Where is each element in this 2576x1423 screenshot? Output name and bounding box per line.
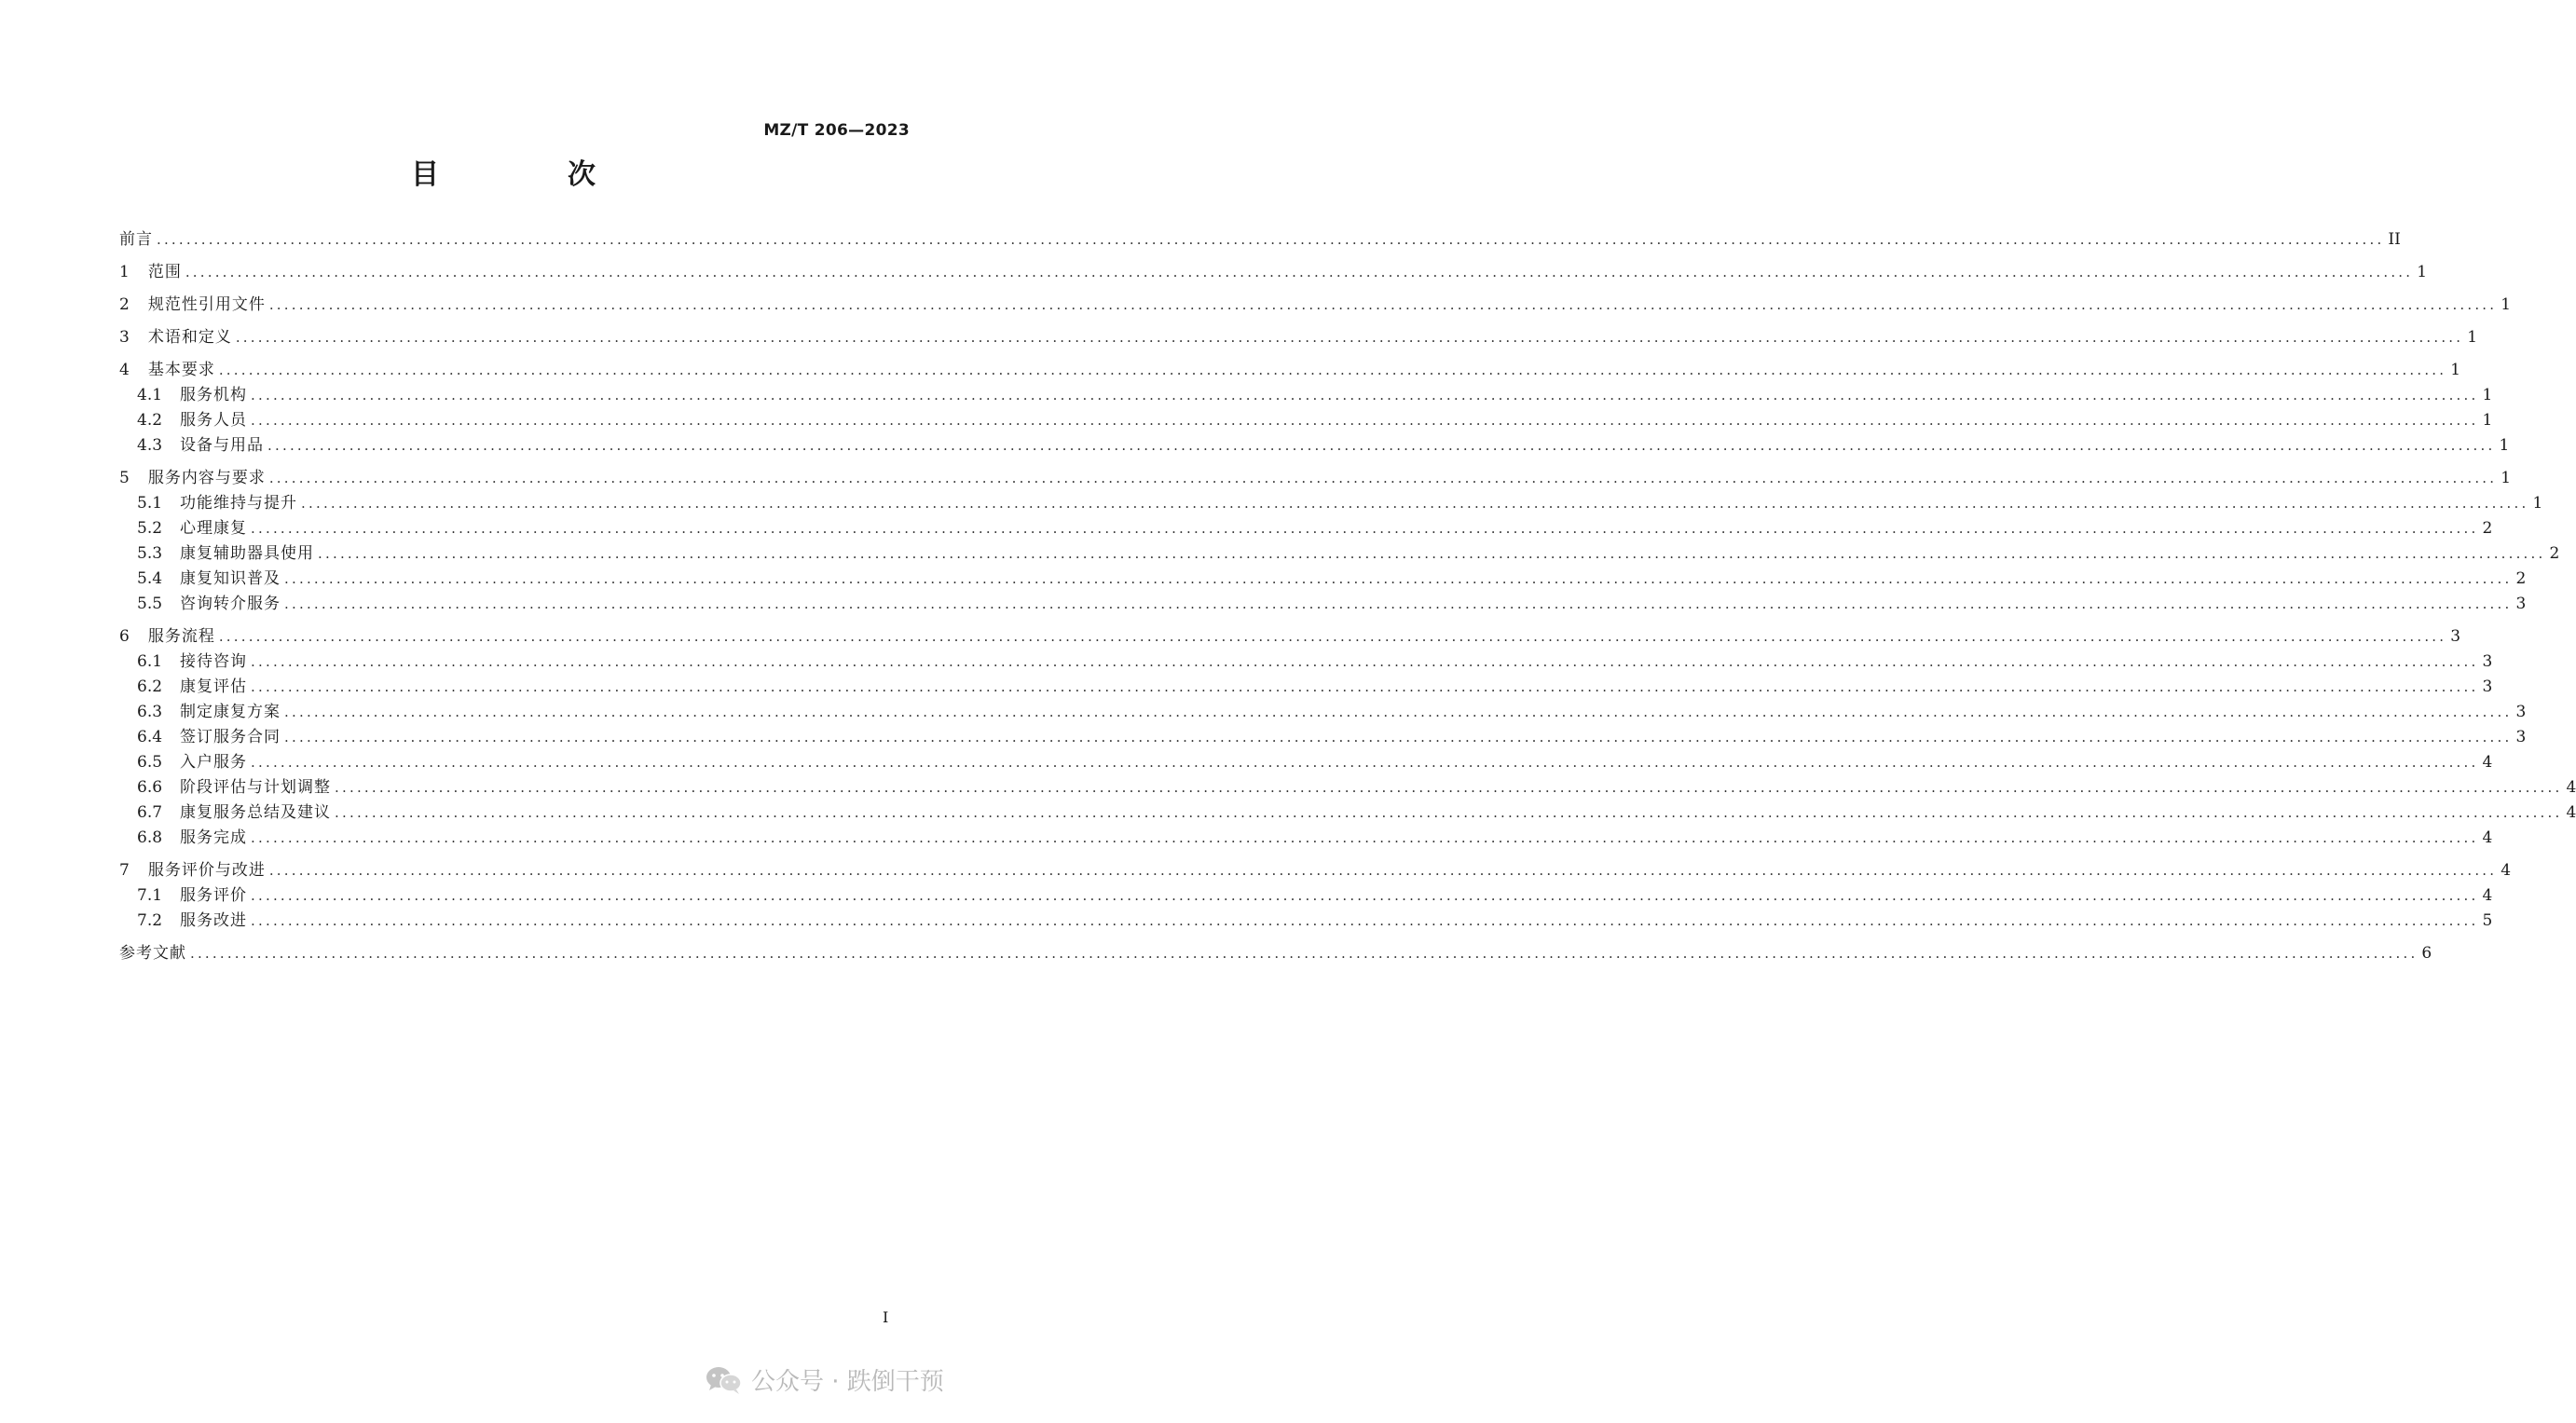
toc-entry[interactable] [119, 260, 2428, 285]
toc-entry-label: 康复评估 [180, 677, 248, 696]
toc-entry[interactable] [119, 358, 2461, 383]
toc-leader-dots: ............................................................................................................................................................................................................................................................................................................ [251, 912, 2479, 929]
toc-entry-number: 5 [119, 469, 130, 487]
toc-leader-dots: ............................................................................................................................................................................................................................................................................................................ [284, 704, 2513, 720]
toc-entry-label: 阶段评估与计划调整 [180, 778, 332, 797]
toc-entry-number: 6.4 [137, 728, 163, 746]
toc-entry-page: 4 [2501, 861, 2512, 880]
toc-entry-label: 制定康复方案 [180, 703, 281, 721]
toc-entry-label: 术语和定义 [147, 328, 232, 347]
toc-entry-number: 1 [119, 263, 130, 281]
toc-leader-dots: ............................................................................................................................................................................................................................................................................................................ [251, 754, 2479, 771]
toc-leader-dots: ............................................................................................................................................................................................................................................................................................................ [190, 945, 2418, 962]
table-of-contents [119, 224, 2576, 966]
toc-entry-number: 6.5 [137, 753, 163, 772]
toc-entry-page: 6 [2421, 944, 2432, 963]
toc-entry-label: 康复知识普及 [180, 569, 281, 588]
standard-code: MZ/T 206—2023 [763, 121, 910, 140]
toc-leader-dots: ............................................................................................................................................................................................................................................................................................................ [284, 729, 2513, 746]
toc-entry[interactable] [119, 775, 2576, 800]
toc-entry[interactable] [119, 624, 2461, 650]
toc-entry[interactable] [119, 516, 2493, 541]
toc-entry-label: 服务内容与要求 [147, 469, 266, 487]
toc-entry[interactable] [119, 592, 2527, 617]
toc-entry[interactable] [119, 325, 2478, 350]
page-number: I [883, 1308, 889, 1326]
toc-entry-page: 3 [2515, 703, 2527, 721]
toc-entry[interactable] [119, 700, 2527, 725]
toc-entry-label: 服务评价与改进 [147, 861, 266, 880]
toc-entry[interactable] [119, 433, 2510, 458]
toc-entry[interactable] [119, 408, 2493, 433]
toc-entry-label: 康复辅助器具使用 [180, 544, 315, 563]
toc-entry-page: 1 [2450, 361, 2461, 379]
toc-entry[interactable] [119, 883, 2493, 909]
toc-entry-label: 前言 [119, 230, 153, 249]
toc-entry[interactable] [119, 650, 2493, 675]
toc-entry[interactable] [119, 675, 2493, 700]
toc-entry-label: 康复服务总结及建议 [180, 803, 332, 822]
toc-leader-dots: ............................................................................................................................................................................................................................................................................................................ [301, 495, 2529, 512]
watermark-text: 公众号 · 跌倒干预 [751, 1368, 944, 1396]
toc-entry-page: 2 [2482, 519, 2493, 538]
toc-entry-number: 3 [119, 328, 130, 347]
toc-entry-label: 服务机构 [180, 386, 248, 404]
toc-entry-page: 1 [2532, 494, 2543, 513]
toc-entry-number: 4.1 [137, 386, 163, 404]
toc-entry-number: 7.2 [137, 911, 163, 930]
toc-entry-number: 6.1 [137, 652, 163, 671]
toc-entry-page: 1 [2482, 411, 2493, 430]
toc-leader-dots: ............................................................................................................................................................................................................................................................................................................ [335, 779, 2563, 796]
watermark [705, 1362, 944, 1397]
toc-entry-number: 7.1 [137, 886, 163, 905]
toc-leader-dots: ............................................................................................................................................................................................................................................................................................................ [251, 387, 2479, 404]
toc-entry-page: 1 [2467, 328, 2478, 347]
toc-entry-page: 3 [2515, 595, 2527, 613]
toc-entry-label: 范围 [147, 263, 182, 281]
toc-entry-label: 功能维持与提升 [180, 494, 298, 513]
toc-leader-dots: ............................................................................................................................................................................................................................................................................................................ [251, 520, 2479, 537]
toc-leader-dots: ............................................................................................................................................................................................................................................................................................................ [284, 570, 2513, 587]
toc-entry[interactable] [119, 909, 2493, 934]
toc-entry[interactable] [119, 293, 2512, 318]
toc-entry-number: 4.2 [137, 411, 163, 430]
toc-entry-number: 5.3 [137, 544, 163, 563]
toc-entry-page: 3 [2482, 677, 2493, 696]
toc-leader-dots: ............................................................................................................................................................................................................................................................................................................ [157, 231, 2385, 248]
toc-leader-dots: ............................................................................................................................................................................................................................................................................................................ [335, 804, 2563, 821]
toc-entry-label: 服务流程 [147, 627, 215, 646]
toc-entry[interactable] [119, 567, 2527, 592]
toc-entry-page: 3 [2515, 728, 2527, 746]
toc-entry-page: 1 [2501, 469, 2512, 487]
toc-entry-page: 1 [2501, 295, 2512, 314]
page-title: 目 次 [411, 158, 646, 191]
toc-entry[interactable] [119, 541, 2560, 567]
toc-leader-dots: ............................................................................................................................................................................................................................................................................................................ [268, 862, 2498, 879]
toc-entry-label: 签订服务合同 [180, 728, 281, 746]
toc-entry[interactable] [119, 466, 2512, 491]
toc-entry-label: 接待咨询 [180, 652, 248, 671]
toc-entry-number: 4 [119, 361, 130, 379]
toc-leader-dots: ............................................................................................................................................................................................................................................................................................................ [218, 362, 2447, 378]
toc-entry[interactable] [119, 750, 2493, 775]
toc-entry-label: 基本要求 [147, 361, 215, 379]
toc-entry-number: 6.3 [137, 703, 163, 721]
toc-leader-dots: ............................................................................................................................................................................................................................................................................................................ [251, 653, 2479, 670]
toc-entry-page: 2 [2515, 569, 2527, 588]
toc-leader-dots: ............................................................................................................................................................................................................................................................................................................ [268, 470, 2498, 486]
toc-leader-dots: ............................................................................................................................................................................................................................................................................................................ [268, 296, 2498, 313]
toc-leader-dots: ............................................................................................................................................................................................................................................................................................................ [267, 437, 2496, 454]
toc-entry[interactable] [119, 858, 2512, 883]
toc-leader-dots: ............................................................................................................................................................................................................................................................................................................ [235, 329, 2464, 346]
toc-entry-number: 6 [119, 627, 130, 646]
toc-entry-page: 3 [2450, 627, 2461, 646]
toc-entry-label: 服务完成 [180, 828, 248, 847]
toc-entry-page: 2 [2549, 544, 2560, 563]
toc-entry-page: 1 [2417, 263, 2428, 281]
toc-entry[interactable] [119, 491, 2543, 516]
toc-entry-page: II [2388, 230, 2401, 249]
toc-entry-label: 服务评价 [180, 886, 248, 905]
toc-entry-label: 服务人员 [180, 411, 248, 430]
toc-entry-label: 入户服务 [180, 753, 248, 772]
toc-entry[interactable] [119, 826, 2493, 851]
toc-entry-page: 4 [2482, 753, 2493, 772]
toc-entry-number: 5.2 [137, 519, 163, 538]
toc-entry[interactable] [119, 383, 2493, 408]
toc-entry-number: 6.8 [137, 828, 163, 847]
toc-entry-page: 4 [2482, 828, 2493, 847]
toc-entry-label: 心理康复 [180, 519, 248, 538]
toc-leader-dots: ............................................................................................................................................................................................................................................................................................................ [251, 887, 2479, 904]
toc-entry[interactable] [119, 800, 2576, 826]
toc-entry-number: 5.1 [137, 494, 163, 513]
toc-entry-number: 5.5 [137, 595, 163, 613]
toc-entry[interactable] [119, 941, 2432, 966]
toc-entry-page: 4 [2566, 803, 2576, 822]
toc-entry-label: 设备与用品 [180, 436, 265, 455]
toc-entry-number: 2 [119, 295, 130, 314]
toc-entry-page: 5 [2482, 911, 2493, 930]
toc-leader-dots: ............................................................................................................................................................................................................................................................................................................ [185, 264, 2414, 280]
toc-leader-dots: ............................................................................................................................................................................................................................................................................................................ [284, 595, 2513, 612]
toc-entry-number: 6.2 [137, 677, 163, 696]
wechat-icon [705, 1365, 744, 1395]
toc-entry-page: 1 [2499, 436, 2510, 455]
toc-entry-label: 规范性引用文件 [147, 295, 266, 314]
toc-entry[interactable] [119, 227, 2401, 253]
toc-entry-number: 5.4 [137, 569, 163, 588]
toc-entry-number: 6.7 [137, 803, 163, 822]
toc-leader-dots: ............................................................................................................................................................................................................................................................................................................ [251, 412, 2479, 429]
toc-entry-page: 4 [2566, 778, 2576, 797]
toc-leader-dots: ............................................................................................................................................................................................................................................................................................................ [218, 628, 2447, 645]
toc-entry-label: 咨询转介服务 [180, 595, 281, 613]
toc-leader-dots: ............................................................................................................................................................................................................................................................................................................ [251, 678, 2479, 695]
toc-entry-label: 服务改进 [180, 911, 248, 930]
toc-entry-number: 4.3 [137, 436, 163, 455]
toc-leader-dots: ............................................................................................................................................................................................................................................................................................................ [318, 545, 2546, 562]
toc-entry-number: 6.6 [137, 778, 163, 797]
toc-entry-label: 参考文献 [119, 944, 186, 963]
toc-entry-page: 4 [2482, 886, 2493, 905]
toc-entry-page: 3 [2482, 652, 2493, 671]
toc-leader-dots: ............................................................................................................................................................................................................................................................................................................ [251, 829, 2479, 846]
toc-entry-page: 1 [2482, 386, 2493, 404]
toc-entry-number: 7 [119, 861, 130, 880]
toc-entry[interactable] [119, 725, 2527, 750]
